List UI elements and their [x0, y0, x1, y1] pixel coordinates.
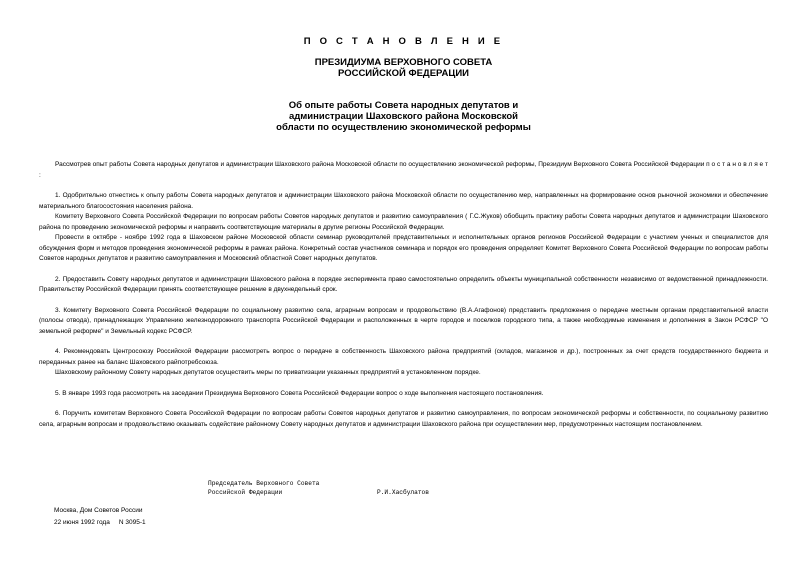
subject-line: Об опыте работы Совета народных депутатов и [288, 100, 519, 111]
subject-block [0, 100, 807, 133]
issuer-line: РОССИЙСКОЙ ФЕДЕРАЦИИ [337, 68, 469, 79]
signatory-name: Р.И.Хасбулатов [377, 488, 429, 496]
body-paragraph: 4. Рекомендовать Центросоюзу Российской Федерации рассмотреть вопрос о передаче в собственность Шаховского района предприятий (складов, магазинов и др.), построенных за счет средств государственного бюджета и переданных ранее на баланс Шаховского райпотребсоюза. [39, 348, 768, 366]
preamble: Рассмотрев опыт работы Совета народных депутатов и администрации Шаховского района Московской области по осуществлению экономической реформы, Президиум Верховного Совета Российской Федерации п о с т а н о в л я е т : [39, 161, 768, 179]
document-title: П О С Т А Н О В Л Е Н И Е [303, 36, 504, 47]
subject-line: администрации Шаховского района Московской [288, 111, 519, 122]
document-body [39, 160, 768, 430]
issuer-line: ПРЕЗИДИУМА ВЕРХОВНОГО СОВЕТА [314, 57, 493, 68]
body-paragraph: Комитету Верховного Совета Российской Федерации по вопросам работы Советов народных депутатов и развитию самоуправления ( Г.С.Жуков) обобщить практику работы Совета народных депутатов и администрации Шаховского района по проведению экономической реформы и направить соответствующие материалы в другие регионы Российской Федерации. [39, 213, 768, 231]
signature-block [208, 480, 429, 497]
issuer-block [0, 57, 807, 79]
body-paragraph: 1. Одобрительно отнестись к опыту работы Совета народных депутатов и администрации Шаховского района Московской области по осуществлению мер, направленных на формирование основ рыночной экономики и обеспечение материального благосостояния населения района. [39, 192, 768, 210]
body-paragraph: 3. Комитету Верховного Совета Российской Федерации по социальному развитию села, аграрным вопросам и продовольствию (В.А.Агафонов) представить предложения о передаче местным органам представительной власти (полосы отвода), принадлежащих Управлению железнодорожного транспорта Российской Федерации и расположенных в черте городов и поселков городского типа, а также необходимые изменения и дополнения в Закон РСФСР "О земельной реформе" и Земельный кодекс РСФСР. [39, 306, 768, 335]
signatory-position: Российской Федерации [208, 488, 283, 496]
body-paragraph: Шаховскому районному Совету народных депутатов осуществить меры по приватизации указанных предприятий в установленном порядке. [55, 369, 481, 376]
body-paragraph: 2. Предоставить Совету народных депутатов и администрации Шаховского района в порядке эксперимента право самостоятельно определить объекты муниципальной собственности независимо от ведомственной принадлежности. Правительству Российской Федерации принять соответствующее решение в двухнедельный срок. [39, 275, 768, 293]
subject-line: области по осуществлению экономической реформы [276, 122, 531, 133]
body-paragraph: 6. Поручить комитетам Верховного Совета Российской Федерации по вопросам работы Советов народных депутатов и развитию самоуправления, по вопросам экономической реформы и собственности, по социальному развитию села, аграрным вопросам и продовольствию оказывать содействие районному Совету народных депутатов и администрации Шаховского района при осуществлении мер, предусмотренных настоящим постановлением. [39, 410, 768, 428]
body-paragraph: 5. В январе 1993 года рассмотреть на заседании Президиума Верховного Совета Российской Федерации вопрос о ходе выполнения настоящего постановления. [55, 389, 544, 397]
document-footer [54, 505, 146, 529]
issue-date-number: 22 июня 1992 года N 3095-1 [54, 519, 146, 526]
body-paragraph: Провести в октябре - ноябре 1992 года в Шаховском районе Московской области семинар руководителей представительных и исполнительных органов регионов Российской Федерации с участием ученых и специалистов для обсуждения форм и методов проведения экономической реформы в рамках района. Конкретный состав участников семинара и порядок его проведения определяет Комитет Верховного Совета Российской Федерации по вопросам работы Советов народных депутатов и развитию самоуправления и Московский областной Совет народных депутатов. [39, 234, 768, 262]
issue-place: Москва, Дом Советов России [54, 507, 143, 514]
signatory-position: Председатель Верховного Совета [208, 480, 320, 487]
